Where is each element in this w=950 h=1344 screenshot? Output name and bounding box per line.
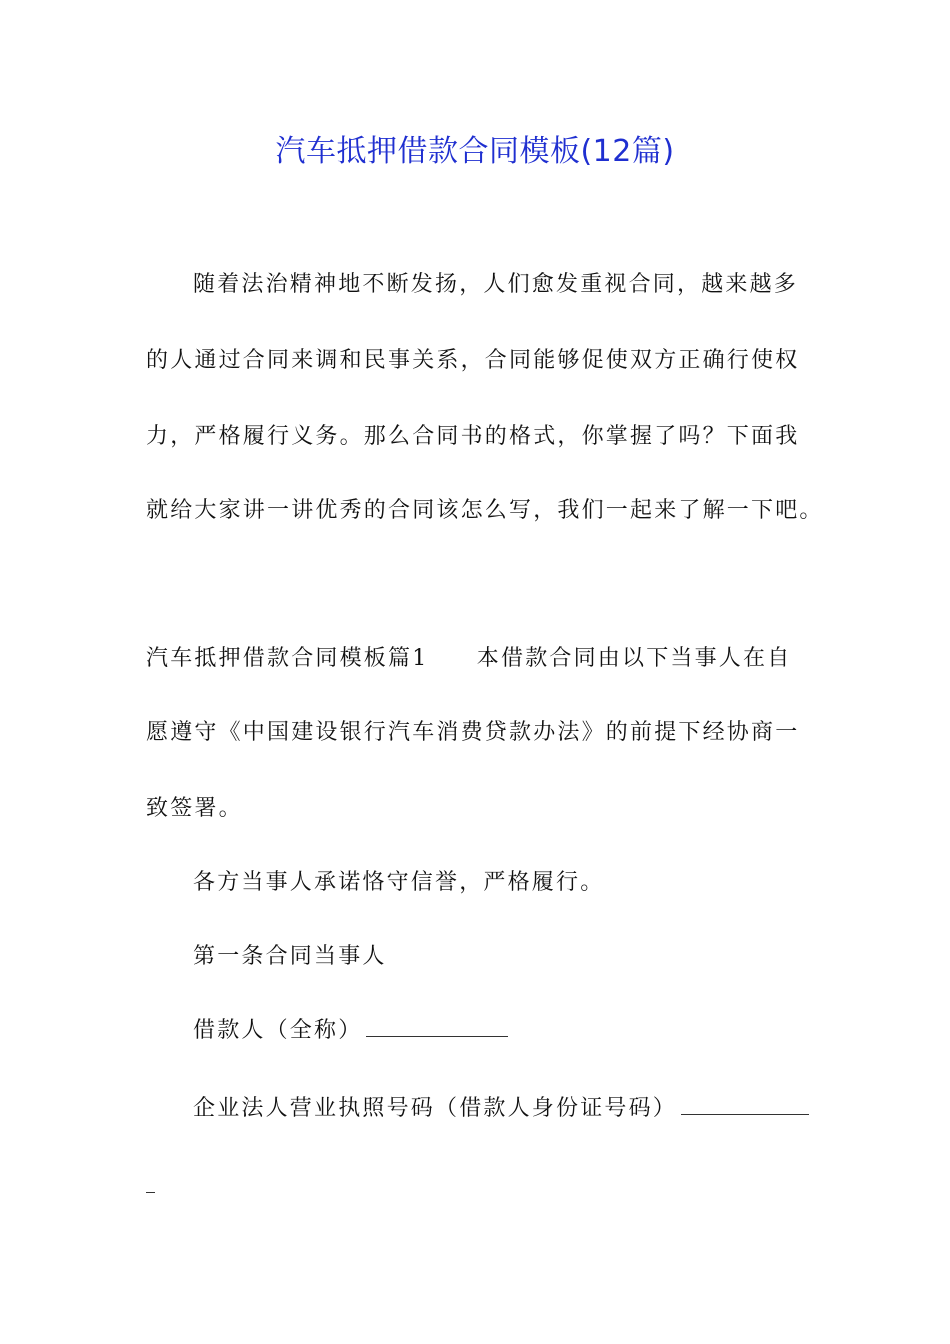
section1-line-2: 愿遵守《中国建设银行汽车消费贷款办法》的前提下经协商一 xyxy=(146,720,800,745)
section1-line-3: 致签署。 xyxy=(146,796,243,821)
borrower-name-blank xyxy=(366,1032,508,1037)
blank-continuation-mark xyxy=(146,1192,155,1193)
borrower-name-row xyxy=(193,1016,853,1046)
borrower-name-label: 借款人（全称） xyxy=(193,1018,363,1043)
intro-line-2: 的人通过合同来调和民事关系，合同能够促使双方正确行使权 xyxy=(146,348,800,373)
document-title: 汽车抵押借款合同模板(12篇) xyxy=(275,134,675,169)
article1-heading: 第一条合同当事人 xyxy=(193,944,387,969)
license-number-row xyxy=(193,1094,853,1124)
intro-line-1: 随着法治精神地不断发扬，人们愈发重视合同，越来越多 xyxy=(193,272,799,297)
license-number-label: 企业法人营业执照号码（借款人身份证号码） xyxy=(193,1096,678,1121)
intro-line-4: 就给大家讲一讲优秀的合同该怎么写，我们一起来了解一下吧。 xyxy=(146,498,824,523)
commitment-paragraph: 各方当事人承诺恪守信誉，严格履行。 xyxy=(193,870,605,895)
intro-line-3: 力，严格履行义务。那么合同书的格式，你掌握了吗？下面我 xyxy=(146,424,800,449)
license-number-blank xyxy=(681,1110,809,1115)
section1-line-1: 汽车抵押借款合同模板篇1 本借款合同由以下当事人在自 xyxy=(146,646,792,671)
